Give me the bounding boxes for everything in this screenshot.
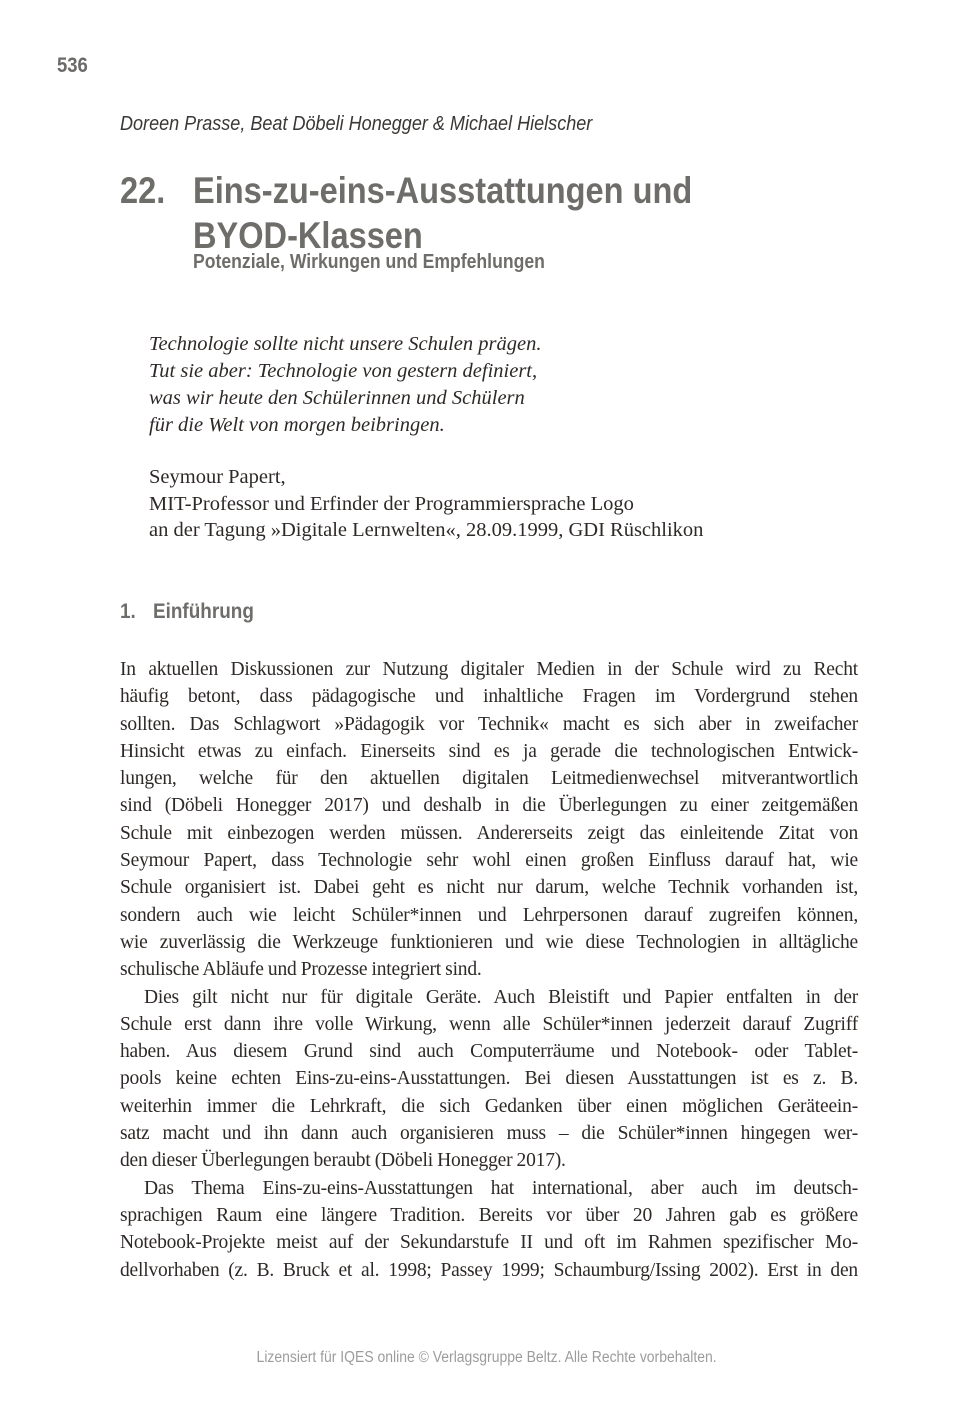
- paragraph: [120, 984, 858, 1175]
- text-line: In aktuellen Diskussionen zur Nutzung digitaler Medien in der Schule wird zu Recht: [120, 659, 858, 680]
- page-number: [57, 54, 92, 78]
- text-line: Dies gilt nicht nur für digitale Geräte. Auch Bleistift und Papier entfalten in der: [144, 986, 858, 1008]
- quote-line: Tut sie aber: Technologie von gestern definiert,: [149, 360, 538, 382]
- license-footer: [0, 1349, 974, 1367]
- chapter-title-line-1: Eins-zu-eins-Ausstattungen und: [193, 170, 693, 211]
- text-line: satz macht und ihn dann auch organisieren muss – die Schüler*innen hingegen wer-: [120, 1123, 858, 1145]
- section-title: Einführung: [153, 599, 254, 623]
- text-line: sind (Döbeli Honegger 2017) und deshalb in die Überlegungen zu einer zeitgemäßen: [120, 795, 858, 817]
- text-line: sprachigen Raum eine längere Tradition. Bereits vor über 20 Jahren gab es größere: [120, 1204, 858, 1226]
- quote-line: was wir heute den Schülerinnen und Schülern: [149, 387, 525, 409]
- paragraph: [120, 656, 858, 984]
- text-line: weiterhin immer die Lehrkraft, die sich Gedanken über einen möglichen Geräteein-: [120, 1095, 858, 1117]
- text-line: haben. Aus diesem Grund sind auch Computerräume und Notebook- oder Tablet-: [120, 1041, 858, 1063]
- text-line: lungen, welche für den aktuellen digitalen Leitmedienwechsel mitverantwortlich: [120, 768, 858, 790]
- chapter-subtitle: Potenziale, Wirkungen und Empfehlungen: [193, 251, 545, 273]
- text-line: Notebook-Projekte meist auf der Sekundarstufe II und oft im Rahmen spezifischer Mo-: [120, 1232, 858, 1254]
- author-line: [120, 112, 657, 136]
- text-line: sollten. Das Schlagwort »Pädagogik vor Technik« macht es sich aber in zweifacher: [120, 713, 858, 735]
- section-number: 1.: [120, 599, 136, 623]
- author-names: Doreen Prasse, Beat Döbeli Honegger & Michael Hielscher: [120, 112, 593, 135]
- text-line: Seymour Papert, dass Technologie sehr wohl einen großen Einfluss darauf hat, wie: [120, 850, 858, 872]
- text-line: den dieser Überlegungen beraubt (Döbeli Honegger 2017).: [120, 1150, 566, 1172]
- text-line: schulische Abläufe und Prozesse integriert sind.: [120, 959, 482, 981]
- chapter-title-text: [193, 168, 760, 258]
- chapter-number: 22.: [120, 170, 166, 211]
- text-line: dellvorhaben (z. B. Bruck et al. 1998; Passey 1999; Schaumburg/Issing 2002). Erst in den: [120, 1259, 858, 1281]
- text-line: wie zuverlässig die Werkzeuge funktionieren und wie diese Technologien in alltägliche: [120, 931, 858, 953]
- attribution-line: Seymour Papert,: [149, 466, 286, 488]
- text-line: häufig betont, dass pädagogische und inhaltliche Fragen im Vordergrund stehen: [120, 686, 858, 708]
- text-line: Schule erst dann ihre volle Wirkung, wenn alle Schüler*innen jederzeit darauf Zugriff: [120, 1013, 858, 1035]
- text-line: Schule organisiert ist. Dabei geht es nicht nur darum, welche Technik vorhanden ist,: [120, 877, 858, 899]
- text-line: Das Thema Eins-zu-eins-Ausstattungen hat international, aber auch im deutsch-: [144, 1177, 858, 1199]
- epigraph-quote: [149, 331, 541, 439]
- quote-line: Technologie sollte nicht unsere Schulen prägen.: [149, 333, 542, 355]
- license-text: Lizensiert für IQES online © Verlagsgruppe Beltz. Alle Rechte vorbehalten.: [256, 1349, 718, 1366]
- section-heading: [120, 599, 268, 624]
- text-line: sondern auch wie leicht Schüler*innen und Lehrpersonen darauf zugreifen können,: [120, 904, 858, 926]
- attribution-line: MIT-Professor und Erfinder der Programmiersprache Logo: [149, 492, 634, 515]
- paragraph: [120, 1175, 858, 1284]
- chapter-title-line-2: BYOD-Klassen: [193, 215, 423, 256]
- text-line: pools keine echten Eins-zu-eins-Ausstattungen. Bei diesen Ausstattungen ist es z. B.: [120, 1068, 858, 1090]
- text-line: Hinsicht etwas zu einfach. Einerseits sind es ja gerade die technologischen Entwick-: [120, 740, 858, 762]
- epigraph-attribution: [149, 464, 703, 544]
- body-text: [120, 656, 858, 1284]
- quote-line: für die Welt von morgen beibringen.: [149, 414, 445, 436]
- chapter-title: [120, 168, 760, 258]
- page-number-text: 536: [57, 54, 88, 77]
- text-line: Schule mit einbezogen werden müssen. Andererseits zeigt das einleitende Zitat von: [120, 822, 858, 844]
- attribution-line: an der Tagung »Digitale Lernwelten«, 28.09.1999, GDI Rüschlikon: [149, 519, 704, 541]
